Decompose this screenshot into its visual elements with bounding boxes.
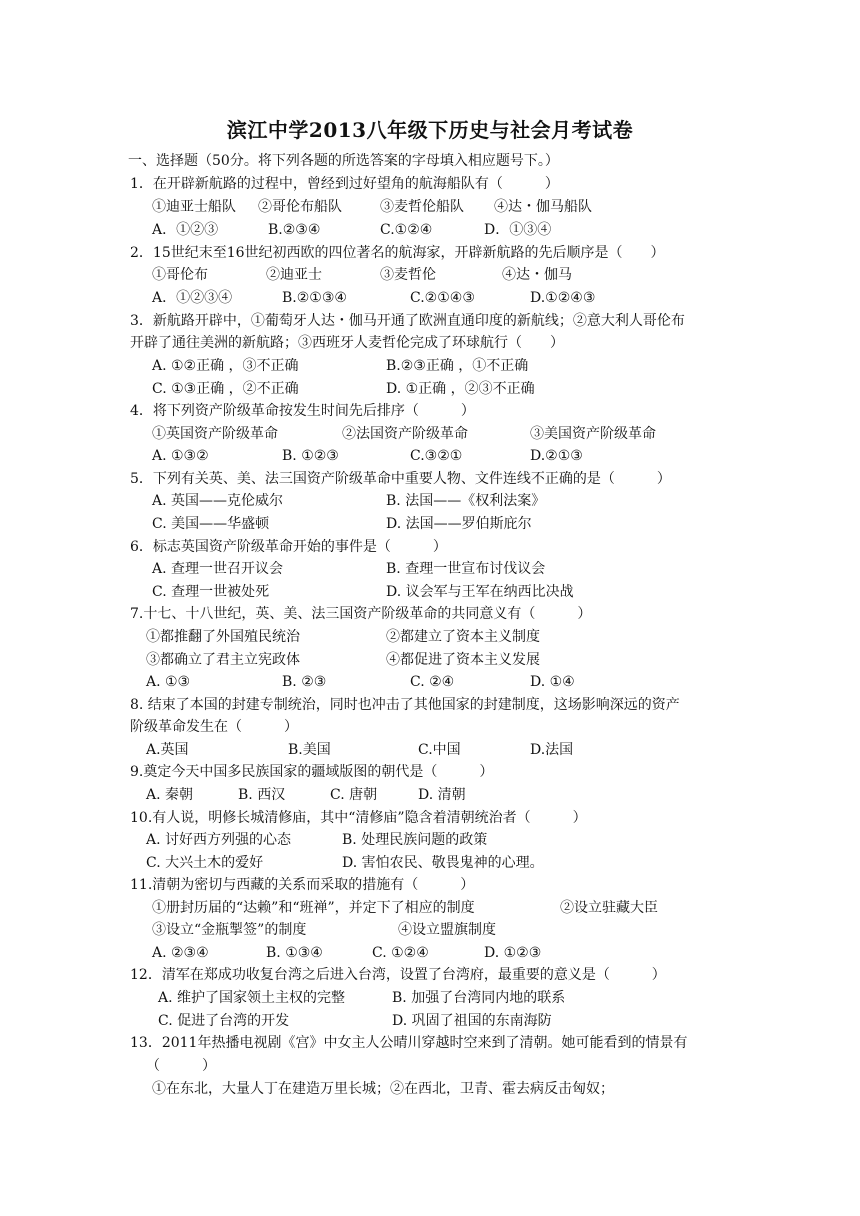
q4-item: ③美国资产阶级革命 [530,426,656,442]
q5-option-a: A. 英国——克伦威尔 [152,493,284,509]
q1-option-b: B.②③④ [268,222,321,238]
q2-item: ③麦哲伦 [380,267,436,283]
q9-option-c: C. 唐朝 [330,787,378,803]
q2-option-a: A．①②③④ [152,290,233,306]
q11-option-a: A. ②③④ [152,945,209,961]
q2-item: ②迪亚士 [266,267,322,283]
question-3-stem-cont: 开辟了通往美洲的新航路；③西班牙人麦哲伦完成了环球航行（ ） [130,335,564,351]
question-4-stem: 4．将下列资产阶级革命按发生时间先后排序（ ） [130,403,475,419]
q11-item: ④设立盟旗制度 [398,922,496,938]
q11-option-d: D. ①②③ [484,945,542,961]
question-11-stem: 11.清朝为密切与西藏的关系而采取的措施有（ ） [130,877,475,893]
q1-option-d: D．①③④ [484,222,552,238]
q2-option-d: D.①②④③ [530,290,596,306]
q4-option-d: D.②①③ [530,448,583,464]
q4-option-a: A. ①③② [152,448,209,464]
q7-item: ②都建立了资本主义制度 [386,629,540,645]
question-3-stem: 3．新航路开辟中，①葡萄牙人达・伽马开通了欧洲直通印度的新航线；②意大利人哥伦布 [130,313,685,329]
question-9-stem: 9.奠定今天中国多民族国家的疆域版图的朝代是（ ） [130,764,494,780]
q2-item: ①哥伦布 [152,267,208,283]
question-12-stem: 12．清军在郑成功收复台湾之后进入台湾，设置了台湾府，最重要的意义是（ ） [130,967,666,983]
q11-item: ①册封历届的“达赖”和“班禅”，并定下了相应的制度 [152,900,475,916]
q2-item: ④达・伽马 [502,267,572,283]
exam-title: 滨江中学2013八年级下历史与社会月考试卷 [226,118,634,142]
q10-option-d: D. 害怕农民、敬畏鬼神的心理。 [342,855,544,871]
q4-item: ②法国资产阶级革命 [342,426,468,442]
q9-option-b: B. 西汉 [238,787,286,803]
q1-item: ①迪亚士船队 [152,199,236,215]
q11-item: ②设立驻藏大臣 [560,900,658,916]
question-5-stem: 5．下列有关英、美、法三国资产阶级革命中重要人物、文件连线不正确的是（ ） [130,471,671,487]
question-13-stem: 13．2011年热播电视剧《宫》中女主人公晴川穿越时空来到了清朝。她可能看到的情景有 [130,1035,688,1051]
q1-option-a: A．①②③ [152,222,219,238]
q4-item: ①英国资产阶级革命 [152,426,278,442]
q10-option-c: C. 大兴土木的爱好 [146,855,264,871]
q3-option-a: A. ①②正确 ，③不正确 [152,358,299,374]
q5-option-d: D. 法国——罗伯斯庇尔 [386,516,532,532]
q7-option-d: D. ①④ [530,674,575,690]
q2-option-b: B.②①③④ [282,290,347,306]
q4-option-c: C.③②① [410,448,463,464]
q12-option-c: C. 促进了台湾的开发 [158,1013,290,1029]
q11-item: ③设立“金瓶掣签”的制度 [152,922,307,938]
section-heading: 一、选择题（50分。将下列各题的所选答案的字母填入相应题号下。） [128,153,559,169]
q9-option-a: A. 秦朝 [146,787,194,803]
question-8-stem-cont: 阶级革命发生在（ ） [130,719,298,735]
q10-option-a: A. 讨好西方列强的心态 [146,832,292,848]
q7-option-c: C. ②④ [410,674,455,690]
question-6-stem: 6．标志英国资产阶级革命开始的事件是（ ） [130,539,447,555]
q7-option-b: B. ②③ [282,674,327,690]
q10-option-b: B. 处理民族问题的政策 [342,832,488,848]
question-7-stem: 7.十七、十八世纪，英、美、法三国资产阶级革命的共同意义有（ ） [130,606,592,622]
q12-option-b: B. 加强了台湾同内地的联系 [392,990,566,1006]
q12-option-d: D. 巩固了祖国的东南海防 [392,1013,552,1029]
q6-option-b: B. 查理一世宣布讨伐议会 [386,561,546,577]
question-8-stem: 8. 结束了本国的封建专制统治，同时也冲击了其他国家的封建制度，这场影响深远的资产 [130,697,680,713]
q8-option-a: A.英国 [146,742,189,758]
q3-option-d: D. ①正确 ，②③不正确 [386,381,535,397]
question-10-stem: 10.有人说，明修长城清修庙，其中“清修庙”隐含着清朝统治者（ ） [130,810,587,826]
q6-option-d: D. 议会军与王军在纳西比决战 [386,584,574,600]
q4-option-b: B. ①②③ [282,448,339,464]
q1-option-c: C.①②④ [380,222,433,238]
q3-option-c: C. ①③正确 ，②不正确 [152,381,299,397]
question-13-stem-cont: （ ） [146,1058,216,1074]
q5-option-b: B. 法国——《权利法案》 [386,493,546,509]
q5-option-c: C. 美国——华盛顿 [152,516,270,532]
q11-option-c: C. ①②④ [372,945,429,961]
q8-option-c: C.中国 [418,742,461,758]
q1-item: ②哥伦布船队 [258,199,342,215]
q11-option-b: B. ①③④ [266,945,323,961]
question-2-stem: 2．15世纪末至16世纪初西欧的四位著名的航海家，开辟新航路的先后顺序是（ ） [130,245,665,261]
q3-option-b: B.②③正确 ，①不正确 [386,358,529,374]
q7-item: ①都推翻了外国殖民统治 [146,629,300,645]
q8-option-b: B.美国 [288,742,331,758]
q9-option-d: D. 清朝 [418,787,466,803]
q7-option-a: A. ①③ [146,674,191,690]
q6-option-c: C. 查理一世被处死 [152,584,270,600]
q7-item: ③都确立了君主立宪政体 [146,652,300,668]
q1-item: ④达・伽马船队 [494,199,592,215]
q13-item: ①在东北，大量人丁在建造万里长城；②在西北，卫青、霍去病反击匈奴； [152,1081,614,1097]
q12-option-a: A. 维护了国家领土主权的完整 [158,990,346,1006]
question-1-stem: 1．在开辟新航路的过程中，曾经到过好望角的航海船队有（ ） [130,176,559,192]
q8-option-d: D.法国 [530,742,574,758]
q6-option-a: A. 查理一世召开议会 [152,561,284,577]
q7-item: ④都促进了资本主义发展 [386,652,540,668]
q1-item: ③麦哲伦船队 [380,199,464,215]
q2-option-c: C.②①④③ [410,290,475,306]
